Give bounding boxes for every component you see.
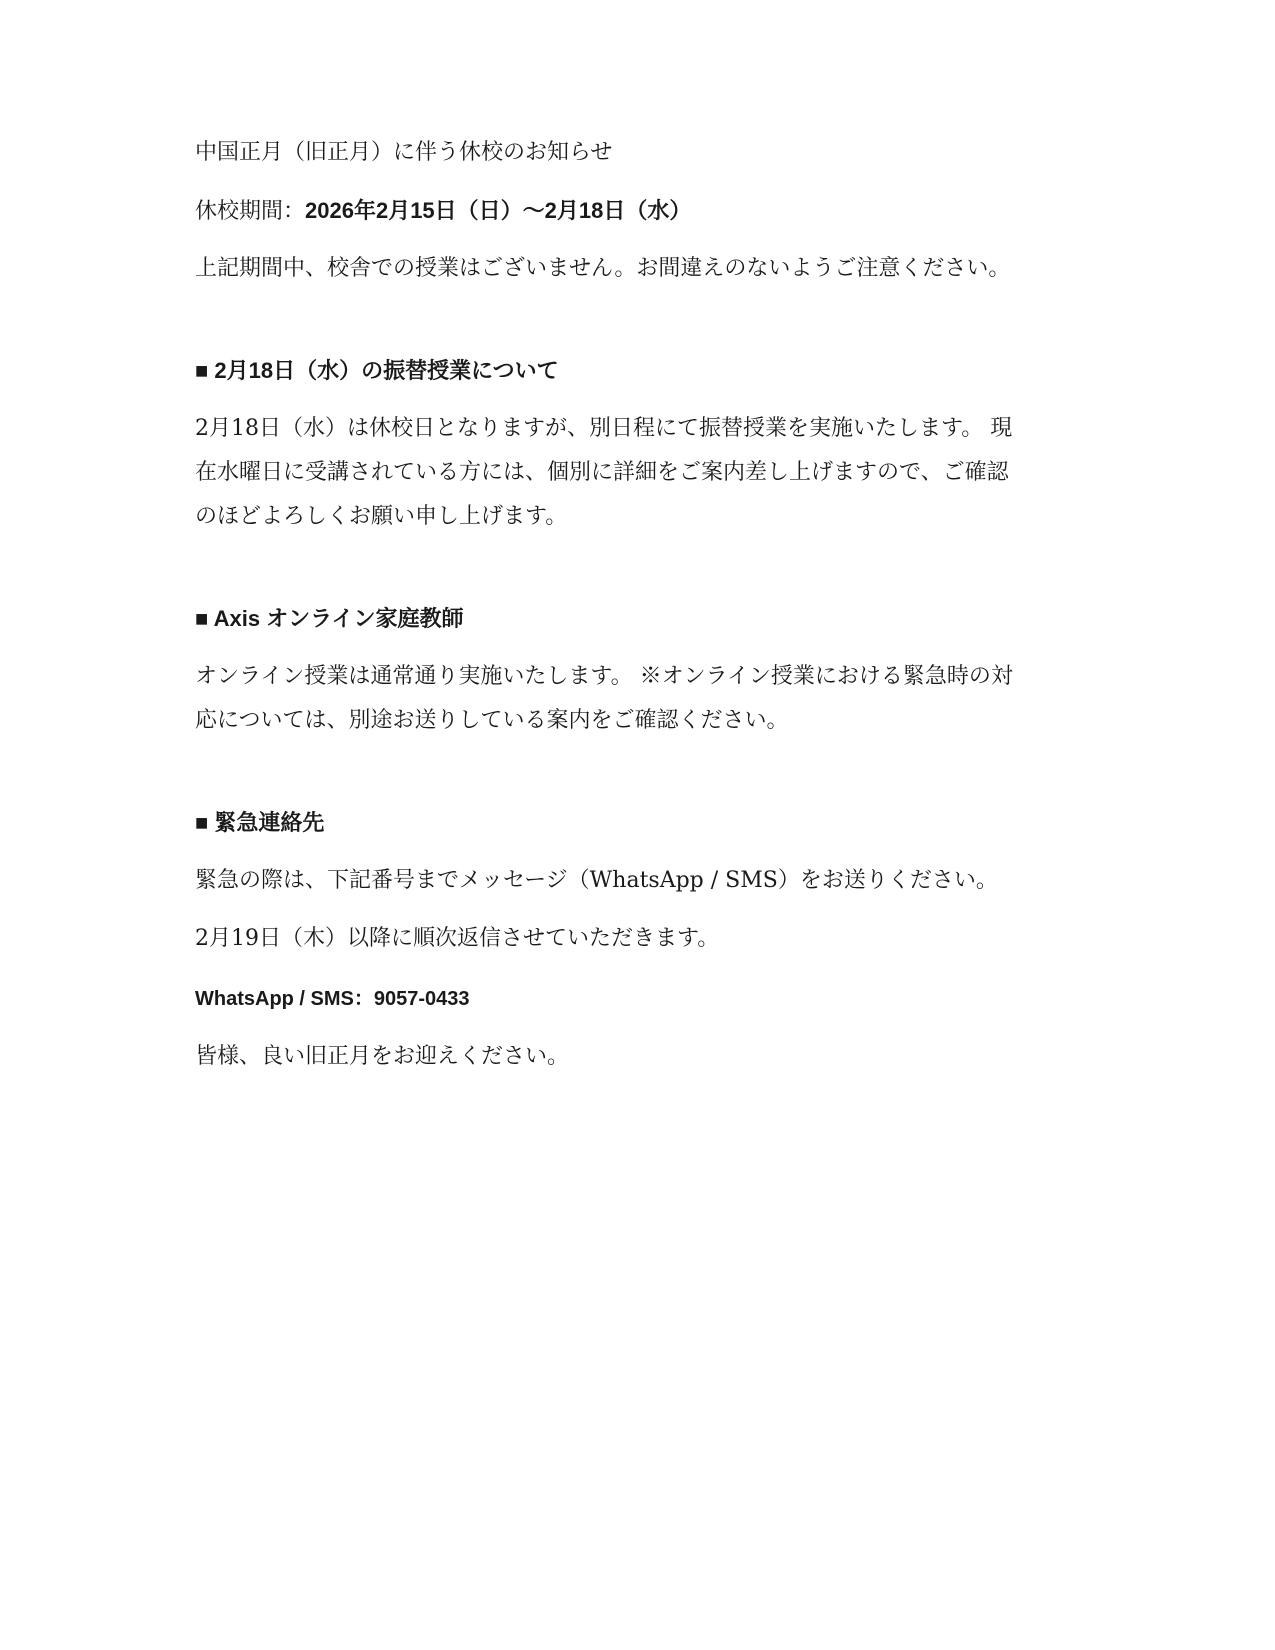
emergency-contact-line-2: 2月19日（木）以降に順次返信させていただきます。 (195, 926, 720, 951)
emergency-contact-phone (195, 984, 470, 1014)
document-page (195, 0, 1075, 1650)
emergency-contact-line-1: 緊急の際は、下記番号までメッセージ（WhatsApp / SMS）をお送りください。 (195, 868, 998, 893)
online-tutor-heading: ■ Axis オンライン家庭教師 (195, 606, 464, 631)
makeup-class-body-line-2: 在水曜日に受講されている方には、個別に詳細をご案内差し上げますので、ご確認 (195, 460, 1009, 485)
closure-period (195, 196, 691, 227)
emergency-contact-heading: ■ 緊急連絡先 (195, 810, 325, 835)
makeup-class-heading: ■ 2月18日（水）の振替授業について (195, 358, 559, 383)
closure-period-value: 2026年2月15日（日）～2月18日（水） (305, 198, 692, 223)
phone-label: WhatsApp / SMS： (195, 988, 374, 1010)
document-title: 中国正月（旧正月）に伴う休校のお知らせ (195, 140, 613, 165)
online-tutor-body-line-2: 応については、別途お送りしている案内をご確認ください。 (195, 708, 789, 733)
makeup-class-body-line-3: のほどよろしくお願い申し上げます。 (195, 504, 568, 529)
closing-message: 皆様、良い旧正月をお迎えください。 (195, 1044, 570, 1069)
makeup-class-body-line-1: 2月18日（水）は休校日となりますが、別日程にて振替授業を実施いたします。 現 (195, 416, 1013, 441)
phone-number: 9057-0433 (373, 988, 470, 1010)
closure-period-note: 上記期間中、校舎での授業はございません。お間違えのないようご注意ください。 (195, 256, 1011, 281)
online-tutor-body-line-1: オンライン授業は通常通り実施いたします。 ※オンライン授業における緊急時の対 (195, 664, 1013, 689)
closure-period-label: 休校期間： (195, 199, 306, 224)
